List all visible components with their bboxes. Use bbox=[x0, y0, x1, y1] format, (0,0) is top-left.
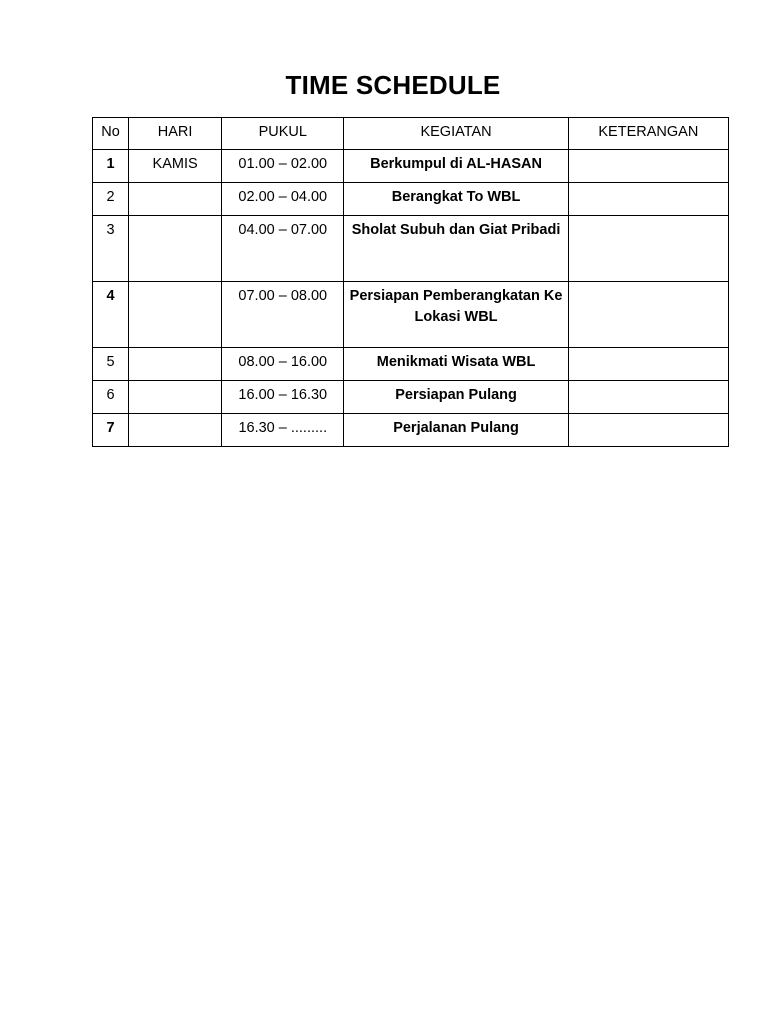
cell-pukul: 16.00 – 16.30 bbox=[222, 381, 344, 414]
cell-no: 5 bbox=[93, 348, 129, 381]
cell-no: 1 bbox=[93, 150, 129, 183]
table-row bbox=[93, 381, 729, 414]
cell-kegiatan: Persiapan Pulang bbox=[344, 381, 568, 414]
cell-kegiatan: Perjalanan Pulang bbox=[344, 414, 568, 447]
cell-no: 6 bbox=[93, 381, 129, 414]
table-header-row bbox=[93, 118, 729, 150]
cell-no: 2 bbox=[93, 183, 129, 216]
schedule-table bbox=[92, 117, 729, 447]
cell-kegiatan: Sholat Subuh dan Giat Pribadi bbox=[344, 216, 568, 282]
table-row bbox=[93, 150, 729, 183]
table-row bbox=[93, 183, 729, 216]
cell-kegiatan: Berangkat To WBL bbox=[344, 183, 568, 216]
cell-no: 3 bbox=[93, 216, 129, 282]
cell-keterangan bbox=[568, 150, 728, 183]
cell-keterangan bbox=[568, 183, 728, 216]
header-kegiatan: KEGIATAN bbox=[344, 118, 568, 150]
page-title: TIME SCHEDULE bbox=[285, 70, 501, 100]
cell-kegiatan: Persiapan Pemberangkatan Ke Lokasi WBL bbox=[344, 282, 568, 348]
cell-keterangan bbox=[568, 216, 728, 282]
cell-keterangan bbox=[568, 381, 728, 414]
cell-pukul: 16.30 – ......... bbox=[222, 414, 344, 447]
cell-pukul: 04.00 – 07.00 bbox=[222, 216, 344, 282]
cell-pukul: 02.00 – 04.00 bbox=[222, 183, 344, 216]
header-hari: HARI bbox=[129, 118, 222, 150]
cell-hari bbox=[129, 348, 222, 381]
cell-pukul: 01.00 – 02.00 bbox=[222, 150, 344, 183]
table-row bbox=[93, 414, 729, 447]
cell-hari bbox=[129, 216, 222, 282]
table-row bbox=[93, 348, 729, 381]
cell-kegiatan: Berkumpul di AL-HASAN bbox=[344, 150, 568, 183]
cell-keterangan bbox=[568, 414, 728, 447]
cell-hari bbox=[129, 183, 222, 216]
header-keterangan: KETERANGAN bbox=[568, 118, 728, 150]
cell-hari: KAMIS bbox=[129, 150, 222, 183]
cell-keterangan bbox=[568, 282, 728, 348]
cell-hari bbox=[129, 414, 222, 447]
header-no: No bbox=[93, 118, 129, 150]
table-row bbox=[93, 282, 729, 348]
header-pukul: PUKUL bbox=[222, 118, 344, 150]
table-row bbox=[93, 216, 729, 282]
cell-pukul: 07.00 – 08.00 bbox=[222, 282, 344, 348]
cell-no: 4 bbox=[93, 282, 129, 348]
cell-hari bbox=[129, 282, 222, 348]
cell-kegiatan: Menikmati Wisata WBL bbox=[344, 348, 568, 381]
cell-pukul: 08.00 – 16.00 bbox=[222, 348, 344, 381]
cell-no: 7 bbox=[93, 414, 129, 447]
cell-keterangan bbox=[568, 348, 728, 381]
cell-hari bbox=[129, 381, 222, 414]
